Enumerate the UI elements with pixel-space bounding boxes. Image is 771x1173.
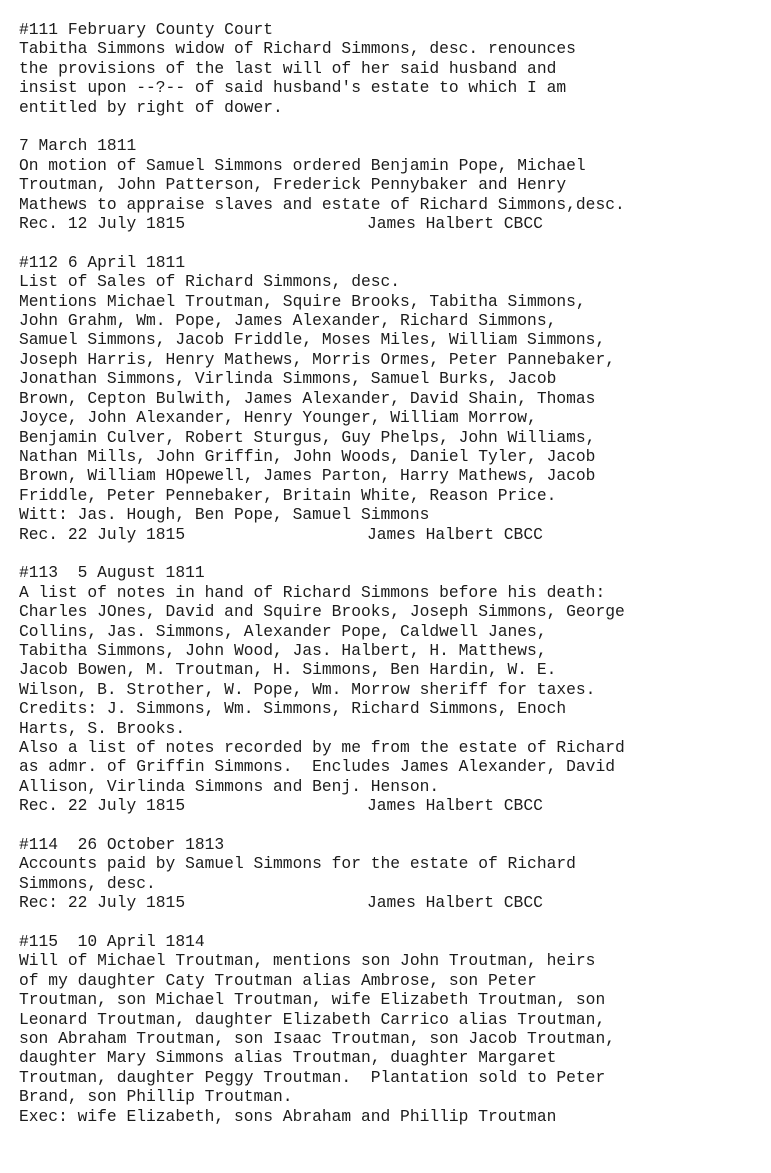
entry-text-line: Exec: wife Elizabeth, sons Abraham and Phillip Troutman	[19, 1106, 557, 1126]
entry-text-line: Witt: Jas. Hough, Ben Pope, Samuel Simmons	[19, 505, 430, 525]
recorded-line	[19, 214, 764, 233]
entry-text-line: Accounts paid by Samuel Simmons for the estate of Richard	[19, 854, 576, 874]
entry-heading: #113 5 August 1811	[19, 563, 205, 583]
entry-text-line: Collins, Jas. Simmons, Alexander Pope, Caldwell Janes,	[19, 621, 547, 641]
entry-text-line: Harts, S. Brooks.	[19, 718, 186, 738]
entry-text-line: Mentions Michael Troutman, Squire Brooks, Tabitha Simmons,	[19, 291, 586, 311]
entry-text-line: On motion of Samuel Simmons ordered Benjamin Pope, Michael	[19, 155, 586, 175]
entry-march-1811	[19, 136, 764, 233]
entry-text-line: Jacob Bowen, M. Troutman, H. Simmons, Ben Hardin, W. E.	[19, 660, 557, 680]
entry-text-line: Brown, Cepton Bulwith, James Alexander, David Shain, Thomas	[19, 388, 596, 408]
recorded-line	[19, 525, 764, 544]
entry-115	[19, 932, 764, 1126]
entry-text-line: entitled by right of dower.	[19, 97, 283, 117]
entry-text-line: John Grahm, Wm. Pope, James Alexander, Richard Simmons,	[19, 311, 557, 331]
entry-text-line: as admr. of Griffin Simmons. Encludes James Alexander, David	[19, 757, 615, 777]
entry-114	[19, 835, 764, 913]
entry-text-line: Credits: J. Simmons, Wm. Simmons, Richard Simmons, Enoch	[19, 699, 567, 719]
recorded-date: Rec. 22 July 1815	[19, 524, 186, 544]
entry-text-line: Will of Michael Troutman, mentions son John Troutman, heirs	[19, 951, 596, 971]
recorded-line	[19, 893, 764, 912]
entry-text-line: Simmons, desc.	[19, 873, 156, 893]
entry-text-line: Charles JOnes, David and Squire Brooks, Joseph Simmons, George	[19, 602, 625, 622]
entry-text-line: Samuel Simmons, Jacob Friddle, Moses Miles, William Simmons,	[19, 330, 606, 350]
recorded-date: Rec. 22 July 1815	[19, 796, 186, 816]
entry-heading: #114 26 October 1813	[19, 835, 225, 854]
entry-text-line: son Abraham Troutman, son Isaac Troutman, son Jacob Troutman,	[19, 1029, 615, 1049]
entry-text-line: of my daughter Caty Troutman alias Ambrose, son Peter	[19, 970, 537, 990]
entry-text-line: Jonathan Simmons, Virlinda Simmons, Samuel Burks, Jacob	[19, 369, 557, 389]
entry-text-line: Also a list of notes recorded by me from the estate of Richard	[19, 737, 625, 757]
entry-text-line: Nathan Mills, John Griffin, John Woods, Daniel Tyler, Jacob	[19, 446, 596, 466]
clerk-signature: James Halbert CBCC	[367, 796, 543, 816]
document-page	[19, 20, 764, 1126]
entry-text-line: Mathews to appraise slaves and estate of Richard Simmons,desc.	[19, 194, 625, 214]
entry-text-line: Troutman, daughter Peggy Troutman. Plantation sold to Peter	[19, 1067, 606, 1087]
entry-text-line: Benjamin Culver, Robert Sturgus, Guy Phelps, John Williams,	[19, 427, 596, 447]
entry-111	[19, 20, 764, 117]
entry-text-line: Troutman, son Michael Troutman, wife Elizabeth Troutman, son	[19, 990, 606, 1010]
entry-113	[19, 563, 764, 815]
entry-text-line: the provisions of the last will of her said husband and	[19, 58, 557, 78]
entry-text-line: Tabitha Simmons widow of Richard Simmons, desc. renounces	[19, 39, 576, 59]
entry-text-line: List of Sales of Richard Simmons, desc.	[19, 272, 401, 292]
entry-heading: #111 February County Court	[19, 20, 274, 39]
entry-text-line: Joseph Harris, Henry Mathews, Morris Ormes, Peter Pannebaker,	[19, 349, 615, 369]
entry-heading: #115 10 April 1814	[19, 932, 205, 952]
entry-text-line: Leonard Troutman, daughter Elizabeth Carrico alias Troutman,	[19, 1009, 606, 1029]
entry-text-line: Allison, Virlinda Simmons and Benj. Henson.	[19, 776, 440, 796]
entry-text-line: A list of notes in hand of Richard Simmons before his death:	[19, 582, 606, 602]
clerk-signature: James Halbert CBCC	[367, 214, 543, 234]
recorded-line	[19, 796, 764, 815]
entry-text-line: Joyce, John Alexander, Henry Younger, William Morrow,	[19, 408, 537, 428]
recorded-date: Rec. 12 July 1815	[19, 214, 186, 234]
entry-text-line: Brand, son Phillip Troutman.	[19, 1087, 293, 1107]
entry-heading: #112 6 April 1811	[19, 252, 186, 272]
entry-text-line: daughter Mary Simmons alias Troutman, duaghter Margaret	[19, 1048, 557, 1068]
entry-text-line: Wilson, B. Strother, W. Pope, Wm. Morrow sheriff for taxes.	[19, 679, 596, 699]
entry-text-line: Tabitha Simmons, John Wood, Jas. Halbert, H. Matthews,	[19, 640, 547, 660]
recorded-date: Rec: 22 July 1815	[19, 893, 186, 913]
entry-112	[19, 253, 764, 544]
entry-text-line: insist upon --?-- of said husband's estate to which I am	[19, 78, 567, 98]
clerk-signature: James Halbert CBCC	[367, 893, 543, 913]
entry-text-line: Troutman, John Patterson, Frederick Pennybaker and Henry	[19, 175, 567, 195]
clerk-signature: James Halbert CBCC	[367, 524, 543, 544]
entry-heading: 7 March 1811	[19, 136, 137, 156]
entry-text-line: Brown, William HOpewell, James Parton, Harry Mathews, Jacob	[19, 466, 596, 486]
entry-text-line: Friddle, Peter Pennebaker, Britain White, Reason Price.	[19, 485, 557, 505]
